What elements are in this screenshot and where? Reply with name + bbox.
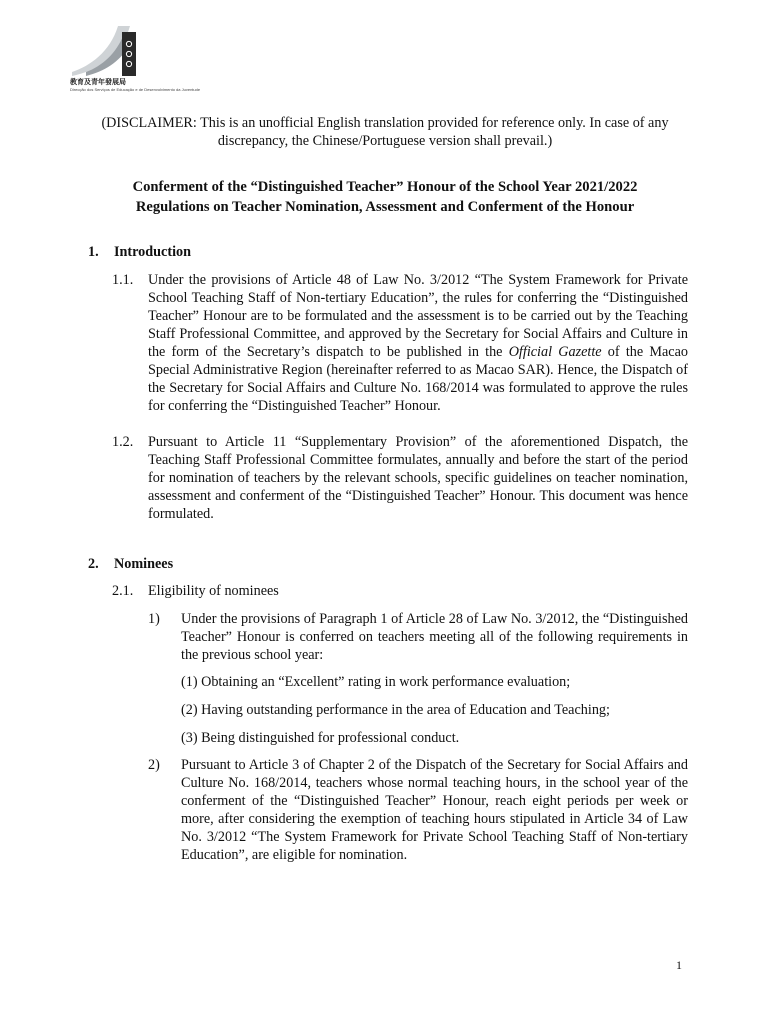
section-number: 2. (88, 556, 99, 572)
requirement-2: (2) Having outstanding performance in the area of Education and Teaching; (181, 702, 610, 718)
paragraph-number: 2.1. (112, 583, 134, 599)
sub-item-number: 2) (148, 757, 160, 773)
paragraph-text (148, 271, 688, 415)
paragraph-1-2 (112, 433, 688, 523)
page-number: 1 (676, 958, 682, 972)
title-line-1: Conferment of the “Distinguished Teacher” Honour of the School Year 2021/2022 (132, 179, 638, 195)
document-title (80, 177, 690, 217)
section-heading-nominees (88, 555, 173, 573)
paragraph-text-part: of the Macao Special Administrative Region (hereinafter referred to as Macao SAR). Hence, the Dispatch of the Secretary for Social Affairs and Culture No. 168/2014 was formulated to approve the rules for conferring the “Distinguished Teacher” Honour. (148, 344, 688, 414)
title-line-2: Regulations on Teacher Nomination, Assessment and Conferment of the Honour (135, 199, 635, 215)
logo-emblem-icon (70, 22, 138, 78)
sub-item-text: Pursuant to Article 3 of Chapter 2 of the Dispatch of the Secretary for Social Affairs and Culture No. 168/2014, teachers whose normal teaching hours, in the school year of the conferment of the “Distinguished Teacher” Honour, reach eight periods per week or more, after considering the exemption of teaching hours stipulated in Article 34 of Law No. 3/2012 “The System Framework for Private School Teaching Staff of Non-tertiary Education”, are eligible for nomination. (181, 757, 688, 863)
paragraph-1-1 (112, 271, 688, 415)
paragraph-text: Eligibility of nominees (148, 583, 279, 599)
logo-org-subtitle: Direcção dos Serviços de Educação e de Desenvolvimento da Juventude (70, 87, 201, 92)
dsedj-logo (70, 22, 201, 92)
paragraph-text-part: Under the provisions of Article 48 of Law No. 3/2012 “The System Framework for Private School Teaching Staff of Non-tertiary Education”, the rules for conferring the “Distinguished Teacher” Honour are to be formulated and the assessment is to be carried out by the Teaching Staff Professional Committee, and approved by the Secretary for Social Affairs and Culture in the form of the Secretary’s dispatch to be published in the (148, 272, 688, 360)
section-title: Introduction (114, 244, 191, 260)
section-heading-introduction (88, 243, 191, 261)
paragraph-text: Pursuant to Article 11 “Supplementary Provision” of the aforementioned Dispatch, the Teaching Staff Professional Committee formulates, annually and before the start of the period for nomination of teachers by the relevant schools, specific guidelines on teacher nomination, assessment and conferment of the “Distinguished Teacher” Honour. This document was hence formulated. (148, 434, 688, 522)
sub-item-2 (148, 756, 688, 864)
requirement-3: (3) Being distinguished for professional conduct. (181, 730, 460, 746)
paragraph-2-1 (112, 582, 688, 600)
paragraph-number: 1.2. (112, 434, 134, 450)
section-number: 1. (88, 244, 99, 260)
requirement-1: (1) Obtaining an “Excellent” rating in work performance evaluation; (181, 674, 571, 690)
disclaimer: (DISCLAIMER: This is an unofficial English translation provided for reference only. In case of any discrepancy, the Chinese/Portuguese version shall prevail.) (101, 115, 669, 149)
logo-org-name: 教育及青年發展局 (70, 79, 126, 86)
sub-item-number: 1) (148, 611, 160, 627)
sub-item-text: Under the provisions of Paragraph 1 of Article 28 of Law No. 3/2012, the “Distinguished Teacher” Honour is conferred on teachers meeting all of the following requirements in the previous school year: (181, 611, 688, 663)
section-title: Nominees (114, 556, 174, 572)
official-gazette-italic: Official Gazette (508, 344, 602, 360)
sub-item-1 (148, 610, 688, 664)
paragraph-number: 1.1. (112, 272, 134, 288)
